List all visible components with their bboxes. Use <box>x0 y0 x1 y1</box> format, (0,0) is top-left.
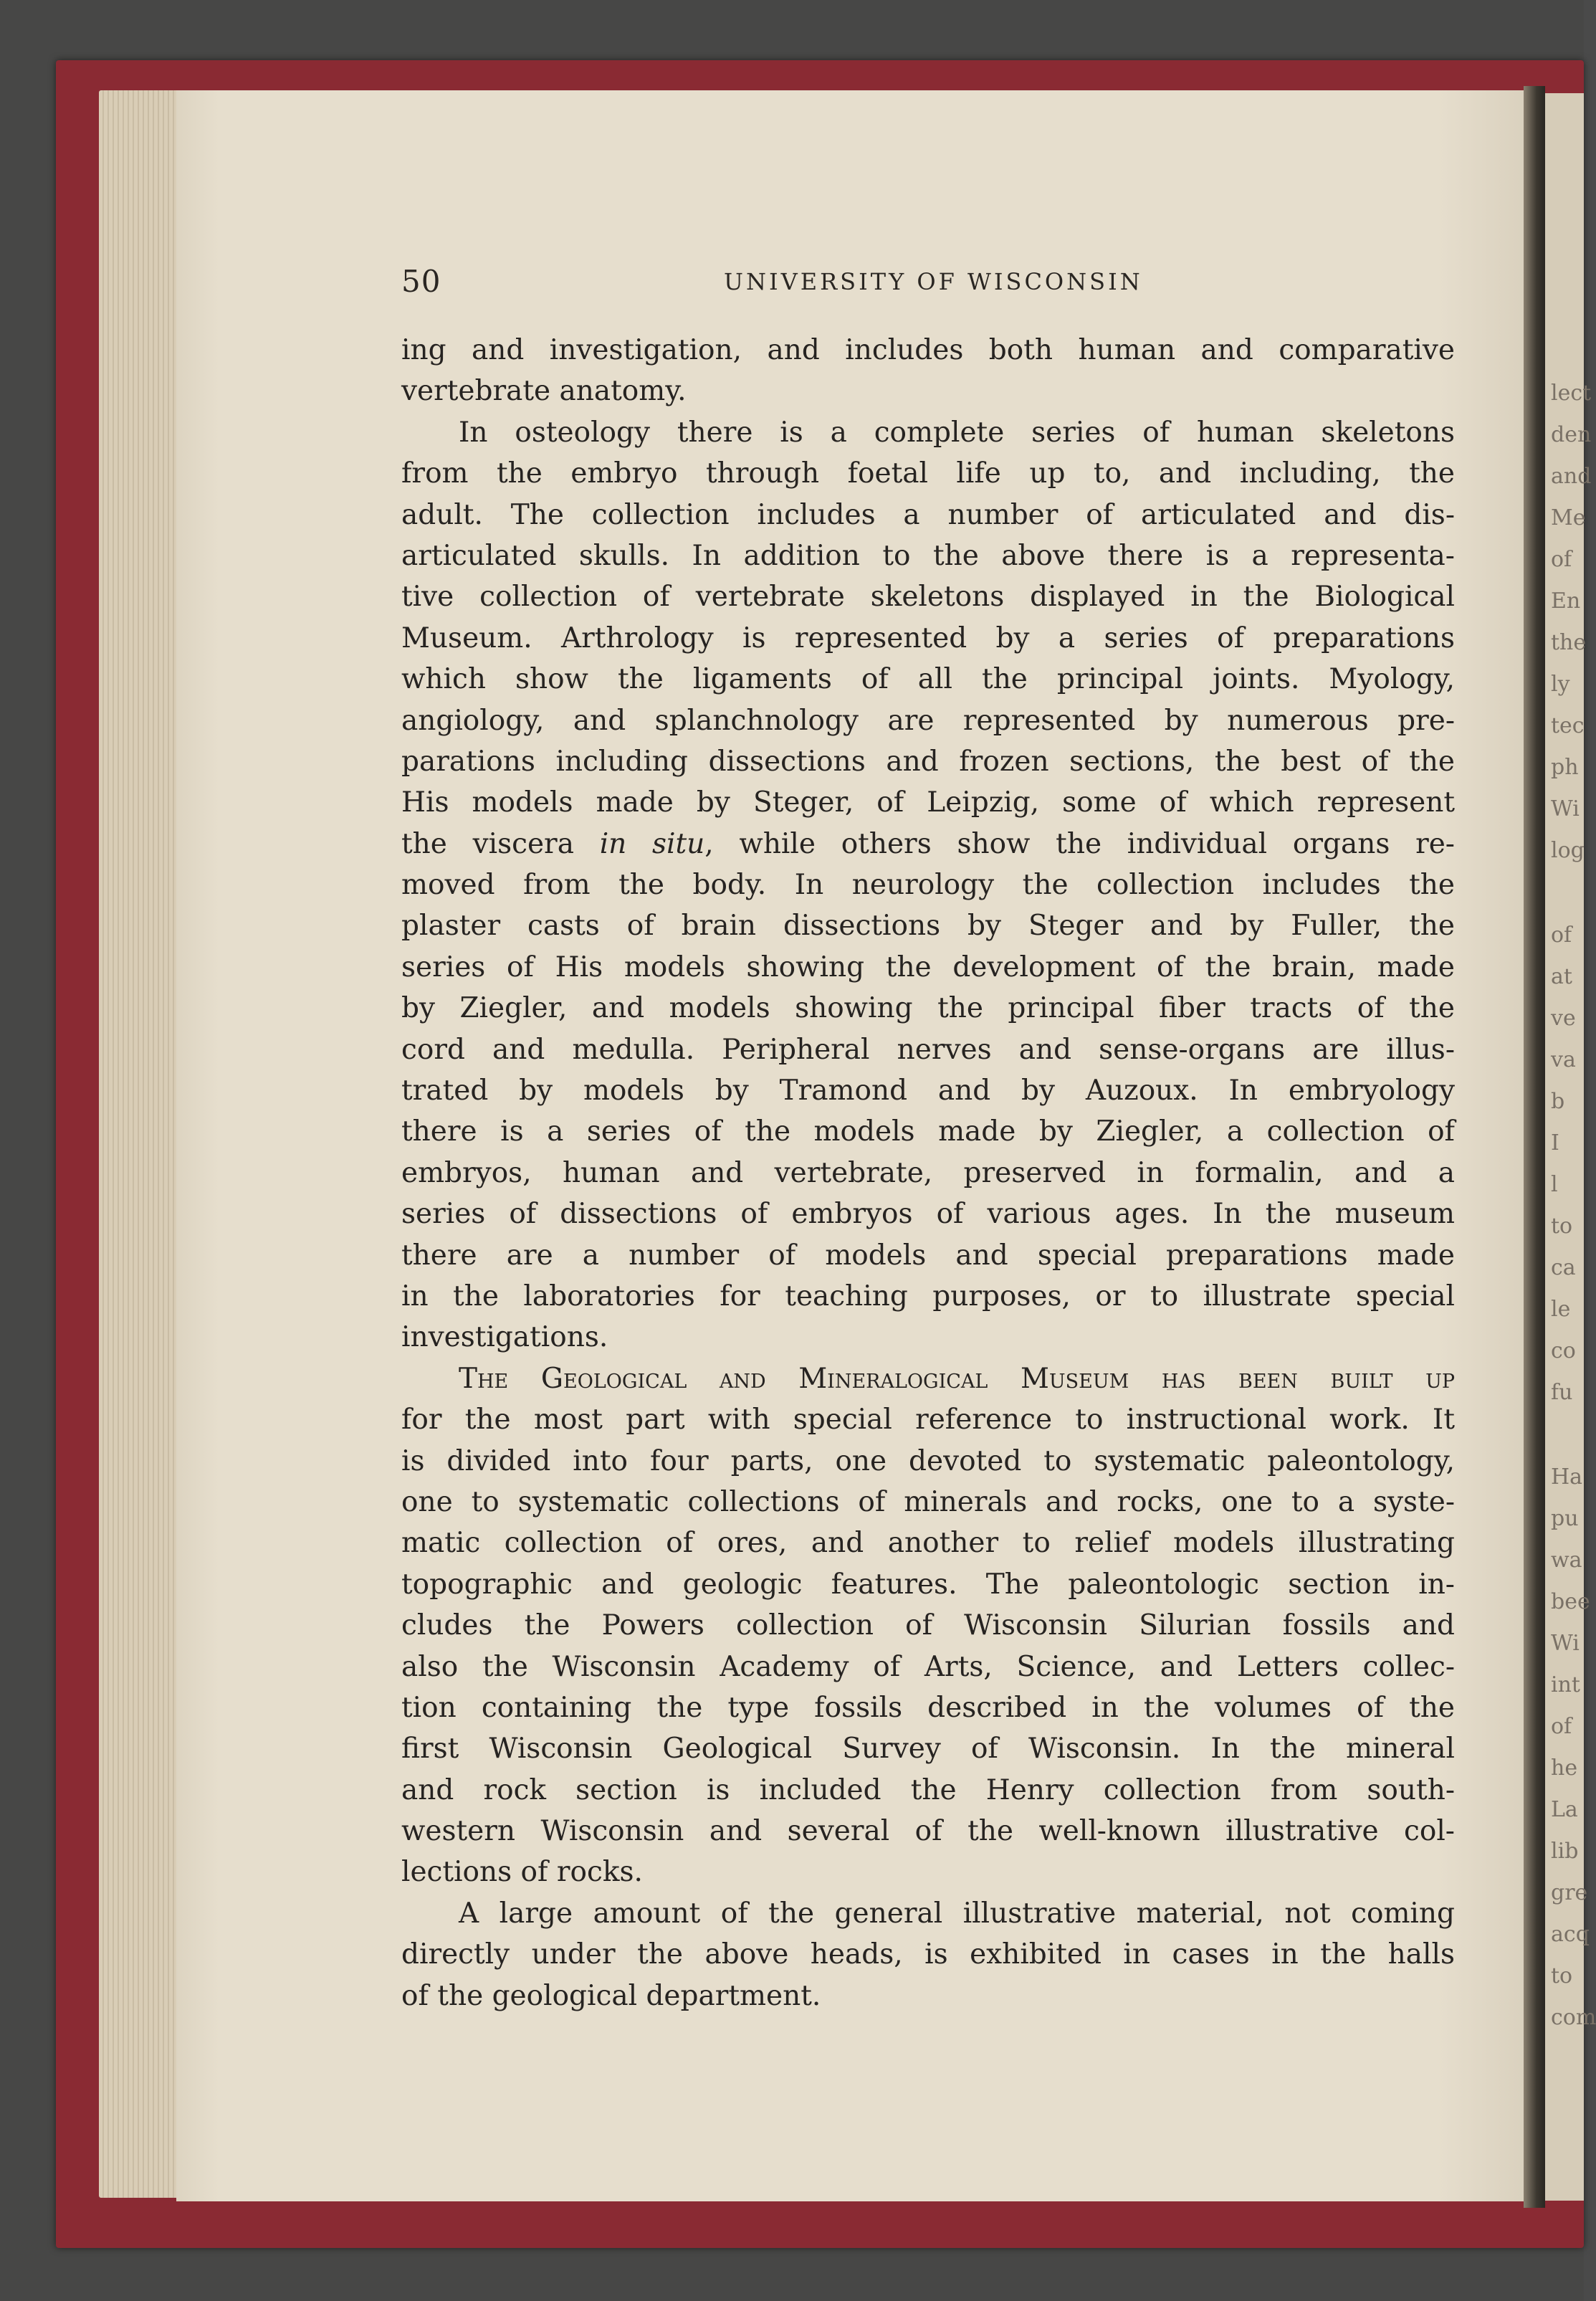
text-line: tion containing the type fossils described in the volumes of the <box>401 1691 1455 1724</box>
facing-page-fragment: of <box>1551 923 1572 948</box>
text-line: A large amount of the general illustrative material, not coming <box>459 1897 1455 1930</box>
facing-page-fragment: pu <box>1551 1506 1579 1531</box>
facing-page-fragment: lect <box>1551 381 1592 406</box>
facing-page-fragment: to <box>1551 1214 1573 1239</box>
text-line: for the most part with special reference to instructional work. It <box>401 1404 1455 1437</box>
text-line: matic collection of ores, and another to relief models illustrating <box>401 1527 1455 1560</box>
facing-page-fragment: ph <box>1551 755 1579 780</box>
facing-page-fragment: ca <box>1551 1255 1576 1280</box>
facing-page-fragment: Me <box>1551 505 1586 530</box>
text-line: also the Wisconsin Academy of Arts, Science, and Letters collec- <box>401 1650 1455 1683</box>
text-line: ing and investigation, and includes both human and comparative <box>401 334 1455 366</box>
text-line: one to systematic collections of minerals and rocks, one to a syste- <box>401 1485 1455 1518</box>
text-line: vertebrate anatomy. <box>401 375 687 408</box>
facing-page-fragment: le <box>1551 1297 1571 1322</box>
page-number: 50 <box>401 264 441 299</box>
book-gutter <box>1524 86 1545 2208</box>
text-line: cord and medulla. Peripheral nerves and sense-organs are illus- <box>401 1033 1455 1066</box>
facing-page-fragment: at <box>1551 964 1572 989</box>
text-line: of the geological department. <box>401 1979 821 2012</box>
text-line: in the laboratories for teaching purposes, or to illustrate special <box>401 1280 1455 1313</box>
text-line: western Wisconsin and several of the well-known illustrative col- <box>401 1815 1455 1848</box>
body-text <box>401 330 1455 2016</box>
facing-page-fragment: I <box>1551 1130 1559 1156</box>
facing-page-fragment: ve <box>1551 1006 1576 1031</box>
text-line: there are a number of models and special preparations made <box>401 1239 1455 1272</box>
facing-page-fragment: co <box>1551 1338 1576 1363</box>
text-line: parations including dissections and frozen sections, the best of the <box>401 745 1455 778</box>
running-title: UNIVERSITY OF WISCONSIN <box>724 268 1143 295</box>
text-line: series of His models showing the development of the brain, made <box>401 951 1455 983</box>
italic-phrase: in situ <box>599 827 705 860</box>
page-edges <box>99 90 185 2198</box>
facing-page-fragment: log <box>1551 838 1585 863</box>
text-line: topographic and geologic features. The paleontologic section in- <box>401 1568 1455 1601</box>
facing-page-fragment: wa <box>1551 1548 1582 1573</box>
facing-page-fragment: den <box>1551 422 1592 447</box>
text-line: trated by models by Tramond and by Auzoux. In embryology <box>401 1075 1455 1107</box>
facing-page-fragment: l <box>1551 1172 1558 1197</box>
facing-page-fragment: of <box>1551 547 1572 572</box>
text-line: by Ziegler, and models showing the principal fiber tracts of the <box>401 992 1455 1025</box>
text-line: plaster casts of brain dissections by Steger and by Fuller, the <box>401 910 1455 943</box>
text-line: angiology, and splanchnology are represented by numerous pre- <box>401 704 1455 737</box>
text-line: moved from the body. In neurology the collection includes the <box>401 869 1455 902</box>
facing-page-fragment: b <box>1551 1089 1565 1114</box>
text-line: tive collection of vertebrate skeletons displayed in the Biological <box>401 581 1455 614</box>
facing-page-fragment: and <box>1551 464 1592 489</box>
text-line: His models made by Steger, of Leipzig, some of which represent <box>401 786 1455 819</box>
text-line: embryos, human and vertebrate, preserved in formalin, and a <box>401 1156 1455 1189</box>
text-line: the viscera in situ, while others show the individual organs re- <box>401 827 1455 860</box>
facing-page-fragment: com <box>1551 2005 1596 2030</box>
text-line: investigations. <box>401 1321 608 1354</box>
facing-page-fragment: bee <box>1551 1589 1590 1614</box>
facing-page-fragment: int <box>1551 1672 1580 1697</box>
text-line: is divided into four parts, one devoted to systematic paleontology, <box>401 1444 1455 1477</box>
facing-page-fragment: La <box>1551 1797 1578 1822</box>
facing-page-fragment: gre <box>1551 1880 1588 1905</box>
facing-page <box>1545 93 1596 2201</box>
facing-page-fragment: En <box>1551 589 1581 614</box>
text-line: first Wisconsin Geological Survey of Wisconsin. In the mineral <box>401 1733 1455 1766</box>
text-line: directly under the above heads, is exhibited in cases in the halls <box>401 1938 1455 1971</box>
text-line: The Geological and Mineralogical Museum has been built up <box>459 1362 1455 1395</box>
facing-page-fragment: lib <box>1551 1839 1579 1864</box>
text-line: cludes the Powers collection of Wisconsin Silurian fossils and <box>401 1609 1455 1642</box>
text-line: articulated skulls. In addition to the above there is a representa- <box>401 539 1455 572</box>
facing-page-fragment: of <box>1551 1714 1572 1739</box>
facing-page-fragment: Ha <box>1551 1464 1583 1490</box>
facing-page-fragment: to <box>1551 1963 1573 1988</box>
text-line: In osteology there is a complete series of human skeletons <box>459 416 1455 449</box>
facing-page-fragment: va <box>1551 1047 1576 1072</box>
facing-page-fragment: tec <box>1551 713 1585 738</box>
running-head <box>401 258 1462 301</box>
text-line: lections of rocks. <box>401 1856 643 1889</box>
text-line: and rock section is included the Henry collection from south- <box>401 1773 1455 1806</box>
facing-page-fragment: Wi <box>1551 1631 1580 1656</box>
facing-page-fragment: ly <box>1551 672 1570 697</box>
text-line: Museum. Arthrology is represented by a series of preparations <box>401 621 1455 654</box>
facing-page-fragment: fu <box>1551 1380 1573 1405</box>
facing-page-fragment: he <box>1551 1755 1578 1781</box>
text-line: which show the ligaments of all the principal joints. Myology, <box>401 663 1455 696</box>
facing-page-fragment: the <box>1551 630 1587 655</box>
facing-page-fragment: acq <box>1551 1922 1590 1947</box>
text-line: from the embryo through foetal life up to, and including, the <box>401 457 1455 490</box>
text-line: series of dissections of embryos of various ages. In the museum <box>401 1198 1455 1231</box>
text-line: there is a series of the models made by Ziegler, a collection of <box>401 1115 1455 1148</box>
text-line: adult. The collection includes a number of articulated and dis- <box>401 498 1455 531</box>
facing-page-fragment: Wi <box>1551 796 1580 821</box>
